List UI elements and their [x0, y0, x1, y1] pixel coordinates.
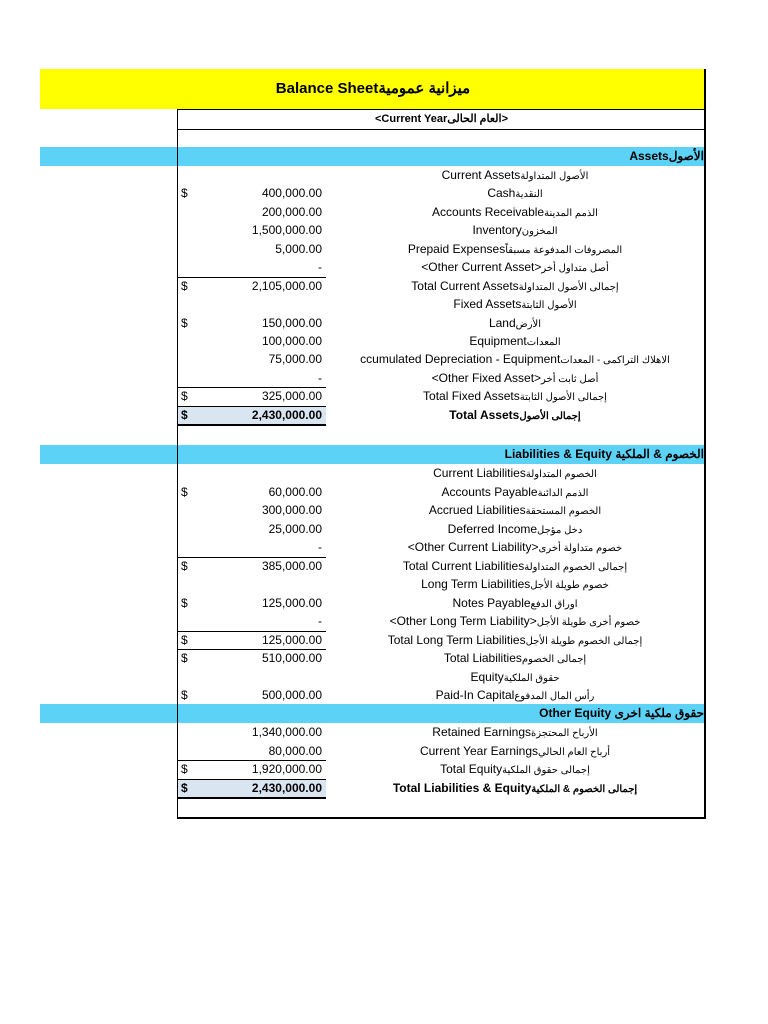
amount-cell: 1,340,000.00 — [251, 725, 322, 739]
label-arabic: أصل ثابت أخر — [541, 374, 599, 385]
label-english: Accrued Liabilities — [428, 503, 526, 517]
amount-cell: 2,105,000.00 — [251, 279, 322, 293]
currency-symbol: $ — [181, 485, 188, 499]
label-arabic: اوراق الدفع — [530, 599, 578, 610]
amount-cell: 325,000.00 — [261, 389, 322, 403]
currency-symbol: $ — [181, 688, 188, 702]
line-item-label — [330, 742, 700, 760]
label-arabic: خصوم طويلة الأجل — [530, 580, 609, 591]
currency-symbol — [181, 723, 201, 741]
currency-symbol: $ — [181, 762, 188, 776]
label-arabic: دخل مؤجل — [537, 525, 583, 536]
currency-symbol: $ — [181, 633, 188, 647]
currency-symbol — [181, 501, 201, 519]
amount-cell: 1,920,000.00 — [251, 762, 322, 776]
right-border — [704, 69, 706, 819]
divider — [177, 129, 706, 130]
amount-cell: 75,000.00 — [268, 352, 322, 366]
line-item-label — [330, 631, 700, 649]
label-english: Total Fixed Assets — [423, 389, 520, 403]
label-english: Long Term Liabilities — [421, 577, 531, 591]
currency-symbol: $ — [181, 596, 188, 610]
amount-cell: - — [318, 540, 322, 554]
bottom-border — [177, 817, 706, 819]
line-item-label — [330, 779, 700, 797]
amount-cell: 60,000.00 — [268, 485, 322, 499]
label-english: <Other Current Asset> — [421, 260, 542, 274]
line-item-label — [330, 594, 700, 612]
label-english: Equipment — [469, 334, 527, 348]
label-english: Land — [488, 316, 516, 330]
label-arabic: أصل متداول أخر — [541, 263, 609, 274]
other-equity-header: Other Equity حقوق ملكية اخرى — [539, 706, 704, 720]
amount-cell: 500,000.00 — [261, 688, 322, 702]
line-item-label — [330, 686, 700, 704]
amount-cell: 200,000.00 — [261, 205, 322, 219]
assets-band — [40, 147, 706, 166]
currency-symbol — [181, 166, 201, 184]
label-arabic: إجمالى الخصوم — [521, 654, 587, 665]
label-arabic: أرباح العام الحالي — [538, 747, 611, 758]
currency-symbol — [181, 742, 201, 760]
label-english: Total Liabilities — [443, 651, 522, 665]
label-english: Total Current Assets — [411, 279, 519, 293]
label-arabic: المصروفات المدفوعة مسبقاً — [505, 245, 623, 256]
line-item-label — [330, 723, 700, 741]
line-item-label — [330, 538, 700, 556]
line-item-label — [330, 387, 700, 405]
line-item-label — [330, 612, 700, 630]
label-arabic: الخصوم المتداولة — [525, 469, 597, 480]
label-arabic: الاهلاك التراكمى - المعدات — [560, 355, 670, 366]
label-arabic: إجمالى الأصول الثابتة — [519, 392, 607, 403]
label-english: Total Assets — [449, 408, 520, 422]
left-border — [177, 109, 178, 818]
line-item-label — [330, 332, 700, 350]
label-english: Equity — [470, 670, 504, 684]
line-item-label — [330, 314, 700, 332]
label-arabic: إجمالى حقوق الملكية — [502, 765, 590, 776]
amount-cell: - — [318, 371, 322, 385]
amount-cell: 25,000.00 — [268, 522, 322, 536]
label-arabic: خصوم متداولة أخرى — [538, 543, 623, 554]
currency-symbol — [181, 350, 201, 368]
line-item-label — [330, 464, 700, 482]
label-english: Total Current Liabilities — [402, 559, 525, 573]
label-english: Notes Payable — [452, 596, 531, 610]
label-arabic: الأصول الثابتة — [521, 300, 577, 311]
label-arabic: الخصوم المستحقة — [525, 506, 602, 517]
liabilities-header: Liabilities & Equity الخصوم & الملكية — [504, 447, 704, 461]
amount-cell: 125,000.00 — [261, 633, 322, 647]
line-item-label — [330, 184, 700, 202]
label-arabic: إجمالى الأصول المتداولة — [518, 282, 619, 293]
label-english: Current Assets — [441, 168, 521, 182]
currency-symbol — [181, 258, 201, 276]
label-arabic: الأصول المتداولة — [520, 171, 589, 182]
sheet-subtitle: <Current Yearالعام الحالى> — [374, 113, 508, 125]
label-english: Paid-In Capital — [435, 688, 515, 702]
currency-symbol — [181, 668, 201, 686]
currency-symbol — [181, 295, 201, 313]
line-item-label — [330, 557, 700, 575]
currency-symbol: $ — [181, 781, 188, 795]
currency-symbol — [181, 203, 201, 221]
currency-symbol: $ — [181, 408, 188, 422]
line-item-label — [330, 277, 700, 295]
label-english: Total Long Term Liabilities — [387, 633, 526, 647]
amount-cell — [200, 668, 322, 686]
line-item-label — [330, 350, 700, 368]
amount-cell: 300,000.00 — [261, 503, 322, 517]
label-arabic: الأرباح المحتجزة — [531, 728, 598, 739]
amount-cell — [200, 464, 322, 482]
label-arabic: الذمم المدينة — [544, 208, 598, 219]
currency-symbol: $ — [181, 279, 188, 293]
label-english: Prepaid Expenses — [407, 242, 506, 256]
currency-symbol — [181, 520, 201, 538]
amount-cell: 2,430,000.00 — [251, 781, 322, 795]
label-english: <Other Fixed Asset> — [431, 371, 542, 385]
amount-cell: 1,500,000.00 — [251, 223, 322, 237]
currency-symbol: $ — [181, 389, 188, 403]
amount-cell — [200, 575, 322, 593]
amount-cell — [200, 166, 322, 184]
label-arabic: إجمالى الأصول — [519, 411, 581, 422]
line-item-label — [330, 295, 700, 313]
amount-cell: 150,000.00 — [261, 316, 322, 330]
currency-symbol — [181, 612, 201, 630]
label-english: Accounts Receivable — [432, 205, 545, 219]
label-english: ccumulated Depreciation - Equipment — [360, 352, 561, 366]
label-english: Current Year Earnings — [419, 744, 539, 758]
currency-symbol — [181, 332, 201, 350]
amount-cell: 385,000.00 — [261, 559, 322, 573]
currency-symbol — [181, 369, 201, 387]
currency-symbol: $ — [181, 186, 188, 200]
currency-symbol: $ — [181, 559, 188, 573]
line-item-label — [330, 240, 700, 258]
label-english: Fixed Assets — [453, 297, 522, 311]
label-english: Total Liabilities & Equity — [392, 781, 532, 795]
amount-cell: 100,000.00 — [261, 334, 322, 348]
label-english: Inventory — [472, 223, 522, 237]
line-item-label — [330, 369, 700, 387]
label-arabic: الأرض — [515, 319, 542, 330]
currency-symbol — [181, 538, 201, 556]
line-item-label — [330, 258, 700, 276]
amount-cell: 2,430,000.00 — [251, 408, 322, 422]
amount-cell: 5,000.00 — [275, 242, 322, 256]
amount-cell: - — [318, 260, 322, 274]
currency-symbol — [181, 221, 201, 239]
line-item-label — [330, 575, 700, 593]
label-arabic: إجمالى الخصوم المتداولة — [524, 562, 628, 573]
label-english: <Other Current Liability> — [407, 540, 539, 554]
assets-header: Assetsالأصول — [629, 149, 704, 163]
line-item-label — [330, 649, 700, 667]
label-arabic: رأس المال المدفوع — [514, 691, 595, 702]
line-item-label — [330, 501, 700, 519]
line-item-label — [330, 668, 700, 686]
label-english: Accounts Payable — [441, 485, 538, 499]
amount-cell — [200, 295, 322, 313]
label-arabic: إجمالى الخصوم & الملكية — [531, 784, 638, 795]
amount-cell: - — [318, 614, 322, 628]
label-arabic: الذمم الدائنة — [537, 488, 589, 499]
label-english: Current Liabilities — [433, 466, 526, 480]
label-english: Total Equity — [440, 762, 503, 776]
label-english: <Other Long Term Liability> — [389, 614, 537, 628]
amount-cell: 80,000.00 — [268, 744, 322, 758]
label-arabic: خصوم أخرى طويلة الأجل — [536, 617, 641, 628]
line-item-label — [330, 221, 700, 239]
total-double-rule — [177, 424, 326, 426]
amount-cell: 400,000.00 — [261, 186, 322, 200]
line-item-label — [330, 406, 700, 424]
label-arabic: حقوق الملكية — [503, 673, 560, 684]
label-arabic: النقدية — [515, 189, 543, 200]
label-arabic: المخزون — [521, 226, 558, 237]
line-item-label — [330, 760, 700, 778]
currency-symbol: $ — [181, 316, 188, 330]
currency-symbol: $ — [181, 651, 188, 665]
line-item-label — [330, 483, 700, 501]
currency-symbol — [181, 240, 201, 258]
line-item-label — [330, 203, 700, 221]
total-double-rule — [177, 797, 326, 799]
line-item-label — [330, 166, 700, 184]
currency-symbol — [181, 575, 201, 593]
currency-symbol — [181, 464, 201, 482]
label-arabic: المعدات — [526, 337, 561, 348]
amount-cell: 125,000.00 — [261, 596, 322, 610]
line-item-label — [330, 520, 700, 538]
label-english: Retained Earnings — [432, 725, 532, 739]
sheet-title: Balance Sheetميزانية عمومية — [275, 80, 471, 97]
amount-cell: 510,000.00 — [261, 651, 322, 665]
label-english: Deferred Income — [447, 522, 538, 536]
label-english: Cash — [487, 186, 516, 200]
label-arabic: إجمالى الخصوم طويلة الأجل — [525, 636, 643, 647]
divider — [177, 109, 706, 110]
